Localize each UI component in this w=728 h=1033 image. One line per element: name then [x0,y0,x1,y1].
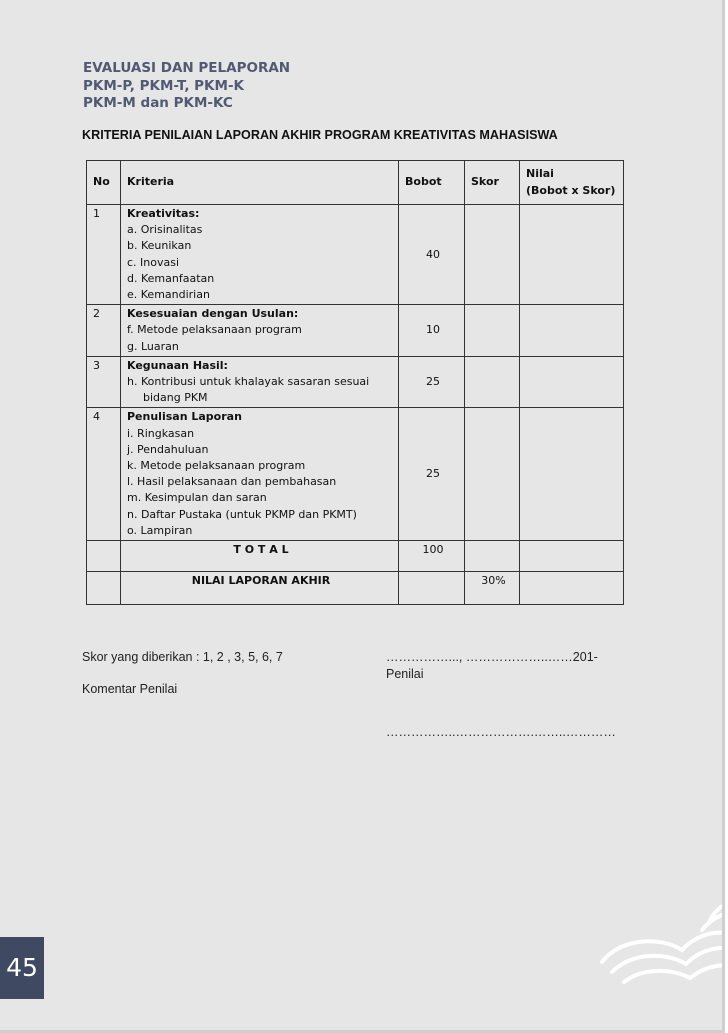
row-bobot: 25 [399,408,465,541]
header-skor: Skor [465,161,520,205]
row-kriteria [121,356,399,408]
header-line-2: PKM-P, PKM-T, PKM-K [83,77,245,94]
row-nilai [520,205,624,305]
row-item: bidang PKM [143,391,208,405]
row-item: c. Inovasi [127,255,180,269]
score-options: Skor yang diberikan : 1, 2 , 3, 5, 6, 7 [82,650,283,664]
table-row [87,356,624,408]
row-title: Kegunaan Hasil: [127,358,228,372]
row-item: i. Ringkasan [127,426,195,440]
header-nilai-line-2: (Bobot x Skor) [526,183,616,197]
final-score-row [87,572,624,605]
total-no-cell [87,541,121,572]
row-item: g. Luaran [127,339,179,353]
row-item: l. Hasil pelaksanaan dan pembahasan [127,475,337,489]
row-item: h. Kontribusi untuk khalayak sasaran sesuai [127,375,370,389]
comment-label: Komentar Penilai [82,682,178,696]
assessor-label: Penilai [386,667,424,681]
row-no: 4 [87,408,121,541]
row-bobot: 10 [399,305,465,357]
row-title: Penulisan Laporan [127,410,242,424]
header-bobot: Bobot [399,161,465,205]
row-kriteria [121,408,399,541]
header-nilai [520,161,624,205]
page-number-badge: 45 [0,937,44,999]
criteria-table [86,160,624,605]
final-nilai-cell [520,572,624,605]
total-value: 100 [399,541,465,572]
row-no: 2 [87,305,121,357]
date-line: ……………..., ………………..……201- [386,650,598,664]
section-header [83,60,290,113]
row-nilai [520,356,624,408]
table-row [87,408,624,541]
header-kriteria: Kriteria [121,161,399,205]
row-no: 3 [87,356,121,408]
table-header-row [87,161,624,205]
row-item: f. Metode pelaksanaan program [127,323,302,337]
total-skor-cell [465,541,520,572]
total-nilai-cell [520,541,624,572]
row-title: Kesesuaian dengan Usulan: [127,307,299,321]
row-item: m. Kesimpulan dan saran [127,491,267,505]
row-item: n. Daftar Pustaka (untuk PKMP dan PKMT) [127,507,357,521]
row-title: Kreativitas: [127,207,200,220]
header-nilai-line-1: Nilai [526,167,554,181]
document-title: KRITERIA PENILAIAN LAPORAN AKHIR PROGRAM KREATIVITAS MAHASISWA [82,128,558,142]
total-label: T O T A L [121,541,399,572]
row-kriteria [121,305,399,357]
row-nilai [520,305,624,357]
signature-line: ……………..……………….……..………… [386,725,616,739]
header-line-3: PKM-M dan PKM-KC [83,95,233,111]
mega-mendung-ornament-icon [590,880,725,1030]
row-item: j. Pendahuluan [127,442,209,456]
row-bobot: 25 [399,356,465,408]
row-item: d. Kemanfaatan [127,271,215,285]
table-row [87,305,624,357]
row-bobot: 40 [399,205,465,305]
row-skor [465,305,520,357]
row-item: k. Metode pelaksanaan program [127,459,306,473]
row-kriteria [121,205,399,305]
row-skor [465,356,520,408]
header-no: No [87,161,121,205]
final-no-cell [87,572,121,605]
table-row [87,205,624,305]
row-item: b. Keunikan [127,239,192,253]
row-no: 1 [87,205,121,305]
row-item: o. Lampiran [127,523,193,537]
row-skor [465,408,520,541]
row-item: a. Orisinalitas [127,223,203,237]
total-row [87,541,624,572]
header-line-1: EVALUASI DAN PELAPORAN [83,60,291,76]
row-skor [465,205,520,305]
row-nilai [520,408,624,541]
final-score-label: NILAI LAPORAN AKHIR [121,572,399,605]
final-bobot-cell [399,572,465,605]
final-score-value: 30% [465,572,520,605]
row-item: e. Kemandirian [127,288,210,302]
